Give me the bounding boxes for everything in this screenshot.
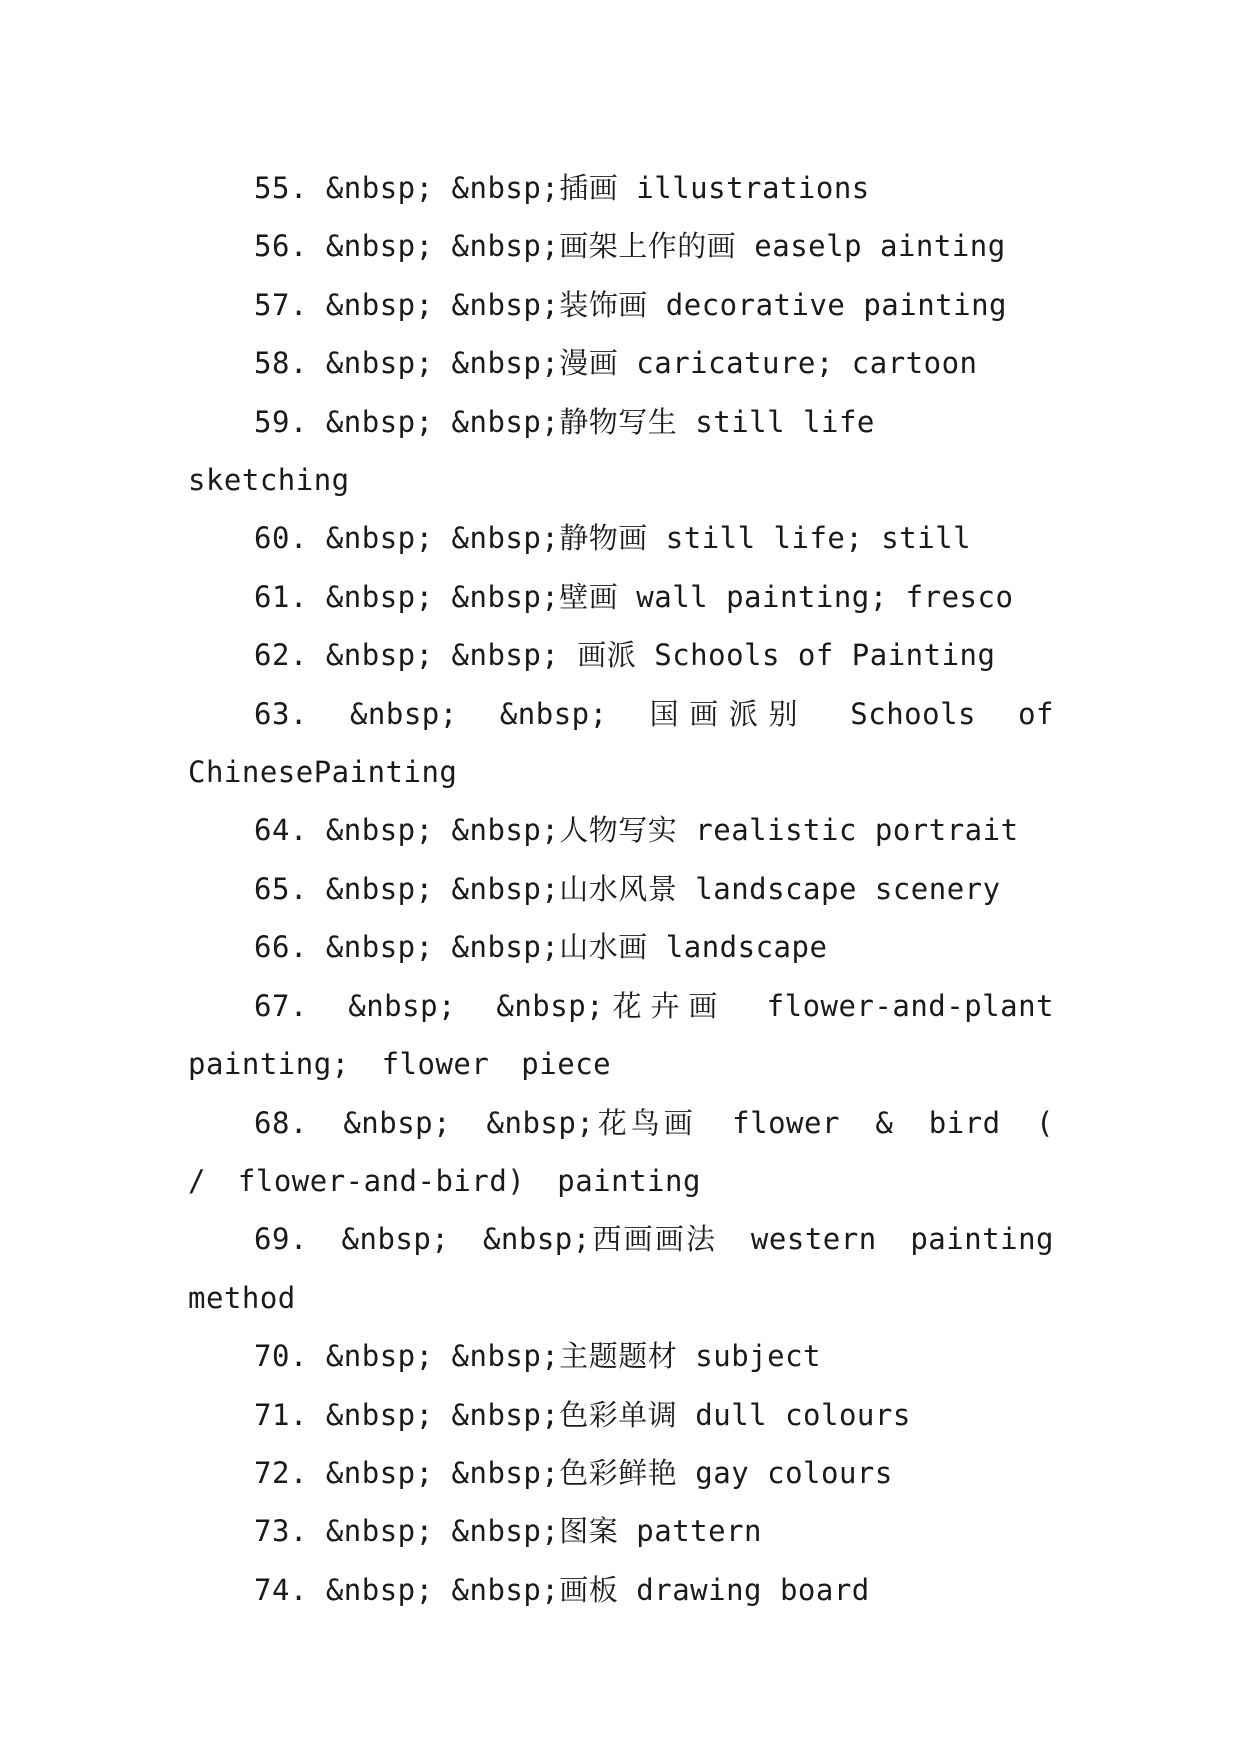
glossary-entry-64: 64. &nbsp; &nbsp;人物写实 realistic portrait (254, 813, 1019, 848)
glossary-entry-72: 72. &nbsp; &nbsp;色彩鲜艳 gay colours (254, 1455, 893, 1490)
glossary-entry-70: 70. &nbsp; &nbsp;主题题材 subject (254, 1339, 821, 1374)
glossary-entry-60: 60. &nbsp; &nbsp;静物画 still life; still (254, 521, 972, 556)
glossary-entry-69: 69. &nbsp; &nbsp;西画画法 western painting method (188, 1222, 1086, 1315)
glossary-entry-61: 61. &nbsp; &nbsp;壁画 wall painting; fresco (254, 579, 1014, 614)
glossary-list (188, 159, 1086, 1619)
glossary-entry-63: 63. &nbsp; &nbsp; 国画派别 Schools of ChinesePainting (188, 696, 1086, 790)
glossary-entry-74: 74. &nbsp; &nbsp;画板 drawing board (254, 1572, 870, 1607)
glossary-entry-67: 67. &nbsp; &nbsp;花卉画 flower-and-plant painting; flower piece (188, 988, 1086, 1082)
glossary-entry-65: 65. &nbsp; &nbsp;山水风景 landscape scenery (254, 871, 1001, 906)
glossary-entry-58: 58. &nbsp; &nbsp;漫画 caricature; cartoon (254, 346, 978, 381)
glossary-entry-73: 73. &nbsp; &nbsp;图案 pattern (254, 1514, 762, 1549)
glossary-entry-62: 62. &nbsp; &nbsp; 画派 Schools of Painting (254, 638, 996, 673)
glossary-entry-55: 55. &nbsp; &nbsp;插画 illustrations (254, 171, 870, 205)
glossary-entry-59: 59. &nbsp; &nbsp;静物写生 still life sketching (188, 404, 893, 498)
glossary-entry-71: 71. &nbsp; &nbsp;色彩单调 dull colours (254, 1397, 911, 1432)
glossary-entry-66: 66. &nbsp; &nbsp;山水画 landscape (254, 930, 828, 965)
glossary-entry-57: 57. &nbsp; &nbsp;装饰画 decorative painting (254, 287, 1008, 322)
glossary-entry-68: 68. &nbsp; &nbsp;花鸟画 flower & bird ( / flower-and-bird) painting (188, 1105, 1086, 1198)
glossary-entry-56: 56. &nbsp; &nbsp;画架上作的画 easelp ainting (254, 229, 1006, 264)
